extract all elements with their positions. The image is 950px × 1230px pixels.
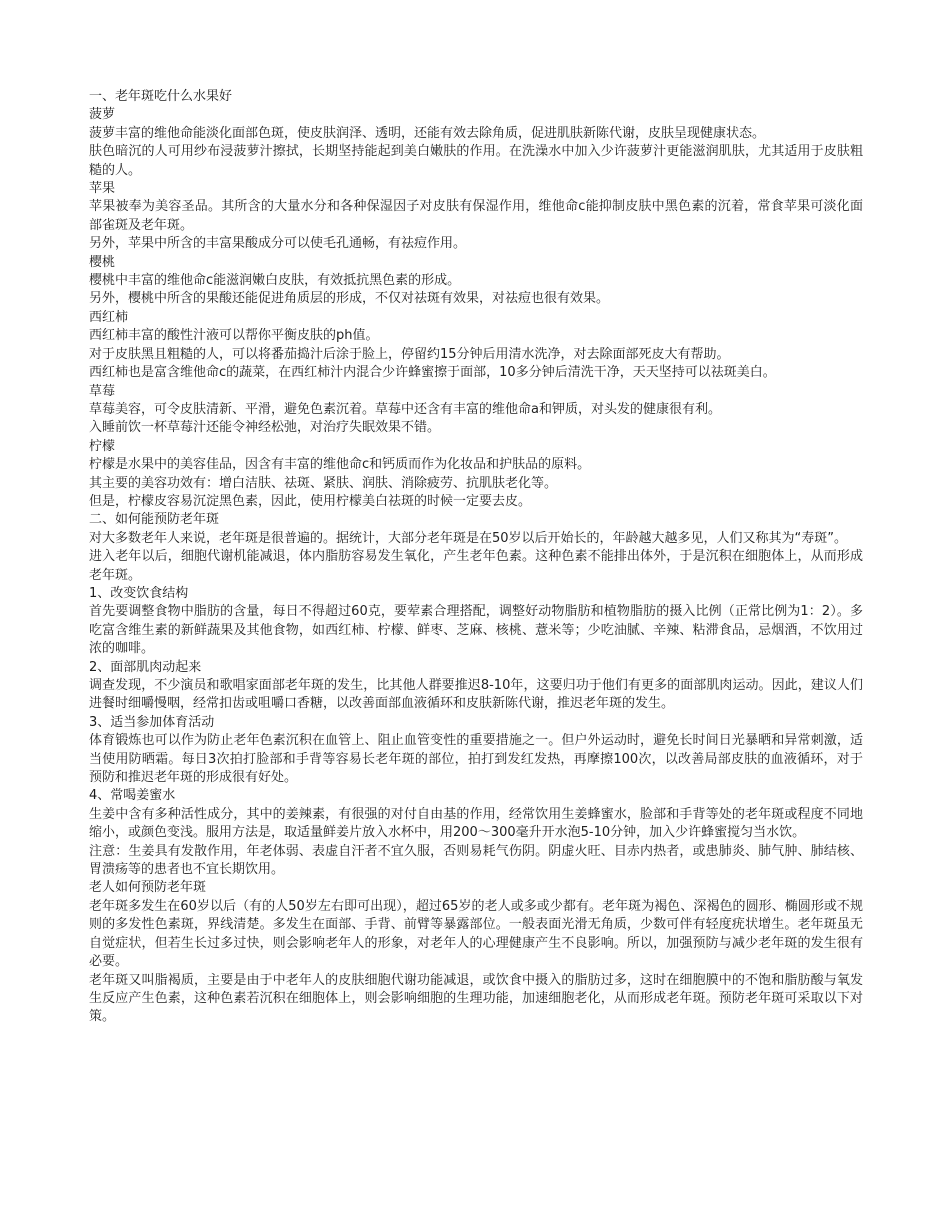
section-heading: 4、常喝姜蜜水 — [89, 788, 176, 804]
section-heading: 二、如何能预防老年斑 — [89, 512, 220, 528]
paragraph: 草莓美容，可令皮肤清新、平滑，避免色素沉着。草莓中还含有丰富的维他命a和钾质，对头发的健康很有利。 — [89, 401, 721, 417]
paragraph: 首先要调整食物中脂肪的含量，每日不得超过60克，要荤素合理搭配，调整好动物脂肪和植物脂肪的摄入比例（正常比例为1：2）。多吃富含维生素的新鲜蔬果及其他食物，如西红柿、柠檬、鲜枣、芝麻、核桃、薏米等；少吃油腻、辛辣、粘滞食品，忌烟酒，不饮用过浓的咖啡。 — [89, 604, 863, 657]
paragraph: 西红柿也是富含维他命c的蔬菜，在西红柿汁内混合少许蜂蜜擦于面部，10多分钟后清洗干净，天天坚持可以祛斑美白。 — [89, 365, 776, 381]
section-heading: 苹果 — [89, 181, 116, 197]
section-heading: 西红柿 — [89, 309, 129, 325]
paragraph: 对于皮肤黑且粗糙的人，可以将番茄捣汁后涂于脸上，停留约15分钟后用清水洗净，对去除面部死皮大有帮助。 — [89, 346, 730, 362]
paragraph: 老年斑多发生在60岁以后（有的人50岁左右即可出现），超过65岁的老人或多或少都有。老年斑为褐色、深褐色的圆形、椭圆形或不规则的多发性色素斑，界线清楚。多发生在面部、手背、前臂等暴露部位。一般表面光滑无角质，少数可伴有轻度疣状增生。老年斑虽无自觉症状，但若生长过多过快，则会影响老年人的形象，对老年人的心理健康产生不良影响。所以，加强预防与减少老年斑的发生很有必要。 — [89, 898, 863, 970]
paragraph: 另外，苹果中所含的丰富果酸成分可以使毛孔通畅，有祛痘作用。 — [89, 236, 467, 252]
paragraph: 苹果被奉为美容圣品。其所含的大量水分和各种保湿因子对皮肤有保湿作用，维他命c能抑制皮肤中黑色素的沉着，常食苹果可淡化面部雀斑及老年斑。 — [89, 199, 863, 233]
paragraph: 注意：生姜具有发散作用，年老体弱、表虚自汗者不宜久服，否则易耗气伤阴。阴虚火旺、目赤内热者，或患肺炎、肺气肿、肺结核、胃溃疡等的患者也不宜长期饮用。 — [89, 843, 863, 878]
paragraph: 柠檬是水果中的美容佳品，因含有丰富的维他命c和钙质而作为化妆品和护肤品的原料。 — [89, 457, 591, 473]
paragraph: 西红柿丰富的酸性汁液可以帮你平衡皮肤的ph值。 — [89, 328, 379, 344]
section-heading: 1、改变饮食结构 — [89, 585, 189, 601]
paragraph: 调查发现，不少演员和歌唱家面部老年斑的发生，比其他人群要推迟8-10年，这要归功于他们有更多的面部肌肉运动。因此，建议人们进餐时细嚼慢咽，经常扣齿或咀嚼口香糖，以改善面部血液循环和皮肤新陈代谢，推迟老年斑的发生。 — [89, 678, 863, 712]
paragraph: 菠萝丰富的维他命能淡化面部色斑，使皮肤润泽、透明，还能有效去除角质，促进肌肤新陈代谢，皮肤呈现健康状态。 — [89, 125, 766, 141]
paragraph: 生姜中含有多种活性成分，其中的姜辣素，有很强的对付自由基的作用，经常饮用生姜蜂蜜水，脸部和手背等处的老年斑或程度不同地缩小，或颜色变浅。服用方法是，取适量鲜姜片放入水杯中，用200～300毫升开水泡5-10分钟，加入少许蜂蜜搅匀当水饮。 — [89, 806, 863, 841]
paragraph: 进入老年以后，细胞代谢机能减退，体内脂肪容易发生氧化，产生老年色素。这种色素不能排出体外，于是沉积在细胞体上，从而形成老年斑。 — [89, 549, 863, 583]
section-heading: 菠萝 — [89, 107, 116, 123]
section-heading: 老人如何预防老年斑 — [89, 880, 207, 896]
document-body — [89, 88, 863, 1027]
paragraph: 另外，樱桃中所含的果酸还能促进角质层的形成，不仅对祛斑有效果，对祛痘也很有效果。 — [89, 291, 610, 307]
section-heading: 樱桃 — [89, 254, 116, 270]
paragraph: 体育锻炼也可以作为防止老年色素沉积在血管上、阻止血管变性的重要措施之一。但户外运动时，避免长时间日光暴晒和异常刺激，适当使用防晒霜。每日3次拍打脸部和手背等容易长老年斑的部位，拍打到发红发热，再摩擦100次，以改善局部皮肤的血液循环，对于预防和推迟老年斑的形成很有好处。 — [89, 733, 863, 786]
section-heading: 一、老年斑吃什么水果好 — [89, 89, 233, 104]
paragraph: 肤色暗沉的人可用纱布浸菠萝汁擦拭，长期坚持能起到美白嫩肤的作用。在洗澡水中加入少许菠萝汁更能滋润肌肤，尤其适用于皮肤粗糙的人。 — [89, 144, 863, 178]
paragraph: 其主要的美容功效有：增白洁肤、祛斑、紧肤、润肤、消除疲劳、抗肌肤老化等。 — [89, 475, 558, 491]
section-heading: 草莓 — [89, 383, 116, 399]
paragraph: 樱桃中丰富的维他命c能滋润嫩白皮肤，有效抵抗黑色素的形成。 — [89, 273, 461, 289]
paragraph: 老年斑又叫脂褐质，主要是由于中老年人的皮肤细胞代谢功能减退，或饮食中摄入的脂肪过多，这时在细胞膜中的不饱和脂肪酸与氧发生反应产生色素，这种色素若沉积在细胞体上，则会影响细胞的生理功能，加速细胞老化，从而形成老年斑。预防老年斑可采取以下对策。 — [89, 972, 863, 1025]
section-heading: 3、适当参加体育活动 — [89, 714, 215, 730]
section-heading: 柠檬 — [89, 438, 116, 454]
section-heading: 2、面部肌肉动起来 — [89, 659, 202, 675]
paragraph: 但是，柠檬皮容易沉淀黑色素，因此，使用柠檬美白祛斑的时候一定要去皮。 — [89, 493, 532, 509]
paragraph: 入睡前饮一杯草莓汁还能令神经松弛，对治疗失眠效果不错。 — [89, 420, 441, 436]
paragraph: 对大多数老年人来说，老年斑是很普遍的。据统计，大部分老年斑是在50岁以后开始长的，年龄越大越多见，人们又称其为“寿斑”。 — [89, 530, 848, 546]
